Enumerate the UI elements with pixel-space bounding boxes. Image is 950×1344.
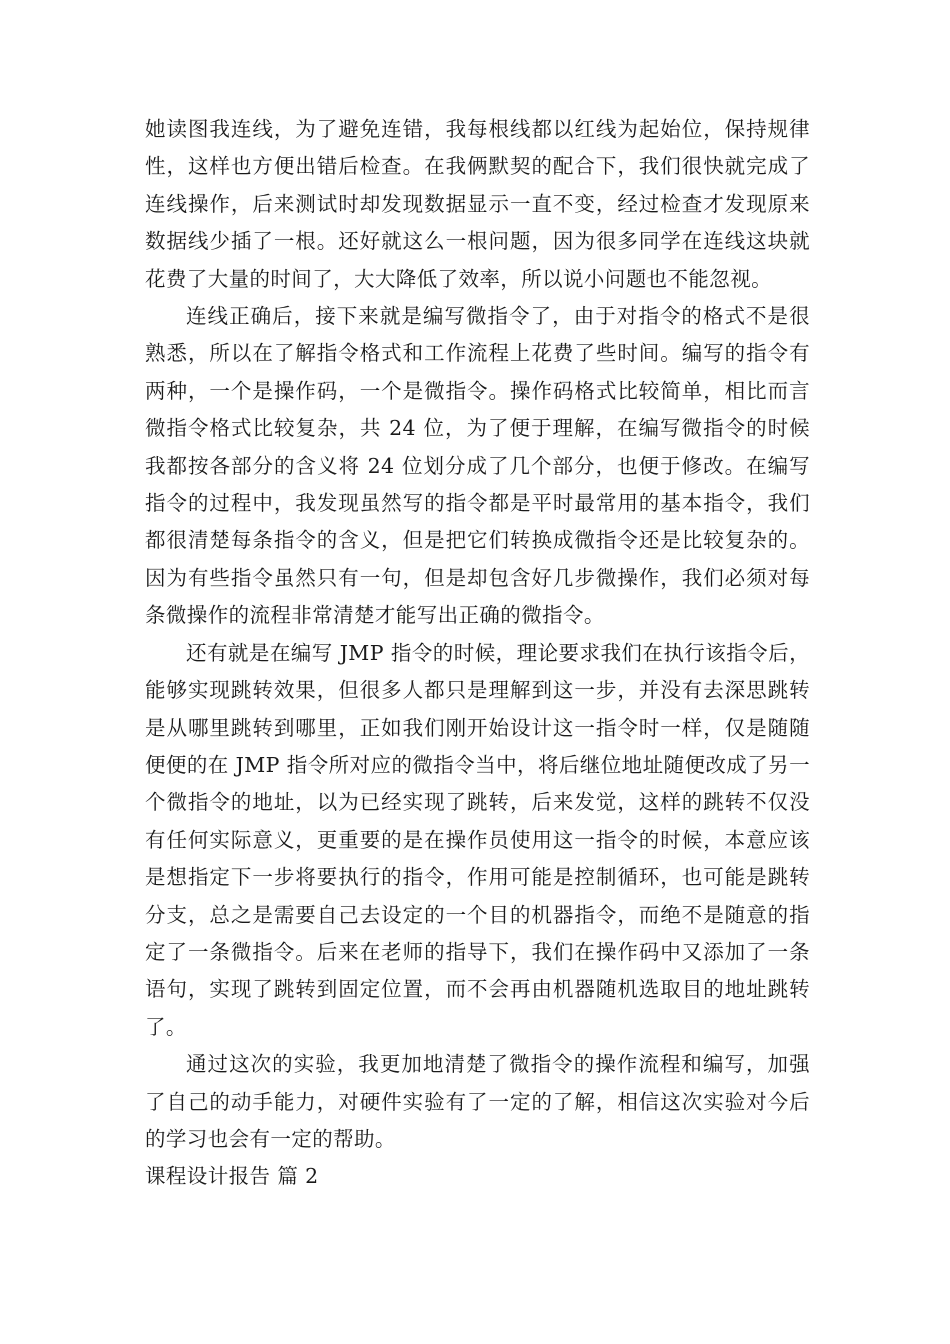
paragraph-4: 通过这次的实验，我更加地清楚了微指令的操作流程和编写，加强了自己的动手能力，对硬件实验有了一定的了解，相信这次实验对今后的学习也会有一定的帮助。 — [145, 1052, 810, 1151]
paragraph-1: 她读图我连线，为了避免连错，我每根线都以红线为起始位，保持规律性，这样也方便出错后检查。在我俩默契的配合下，我们很快就完成了连线操作，后来测试时却发现数据显示一直不变，经过检查才发现原来数据线少插了一根。还好就这么一根问题，因为很多同学在连线这块就花费了大量的时间了，大大降低了效率，所以说小问题也不能忽视。 — [145, 117, 810, 291]
section-heading: 课程设计报告 篇 2 — [145, 1164, 319, 1189]
paragraph-3: 还有就是在编写 JMP 指令的时候，理论要求我们在执行该指令后，能够实现跳转效果，但很多人都只是理解到这一步，并没有去深思跳转是从哪里跳转到哪里，正如我们刚开始设计这一指令时一样，仅是随随便便的在 JMP 指令所对应的微指令当中，将后继位地址随便改成了另一个微指令的地址，以为已经实现了跳转，后来发觉，这样的跳转不仅没有任何实际意义，更重要的是在操作员使用这一指令的时候，本意应该是想指定下一步将要执行的指令，作用可能是控制循环，也可能是跳转分支，总之是需要自己去设定的一个目的机器指令，而绝不是随意的指定了一条微指令。后来在老师的指导下，我们在操作码中又添加了一条语句，实现了跳转到固定位置，而不会再由机器随机选取目的地址跳转了。 — [145, 640, 810, 1039]
paragraph-2: 连线正确后，接下来就是编写微指令了，由于对指令的格式不是很熟悉，所以在了解指令格式和工作流程上花费了些时间。编写的指令有两种，一个是操作码，一个是微指令。操作码格式比较简单，相比而言微指令格式比较复杂，共 24 位，为了便于理解，在编写微指令的时候我都按各部分的含义将 24 位划分成了几个部分，也便于修改。在编写指令的过程中，我发现虽然写的指令都是平时最常用的基本指令，我们都很清楚每条指令的含义，但是把它们转换成微指令还是比较复杂的。因为有些指令虽然只有一句，但是却包含好几步微操作，我们必须对每条微操作的流程非常清楚才能写出正确的微指令。 — [145, 304, 810, 628]
document-body — [145, 111, 810, 1196]
